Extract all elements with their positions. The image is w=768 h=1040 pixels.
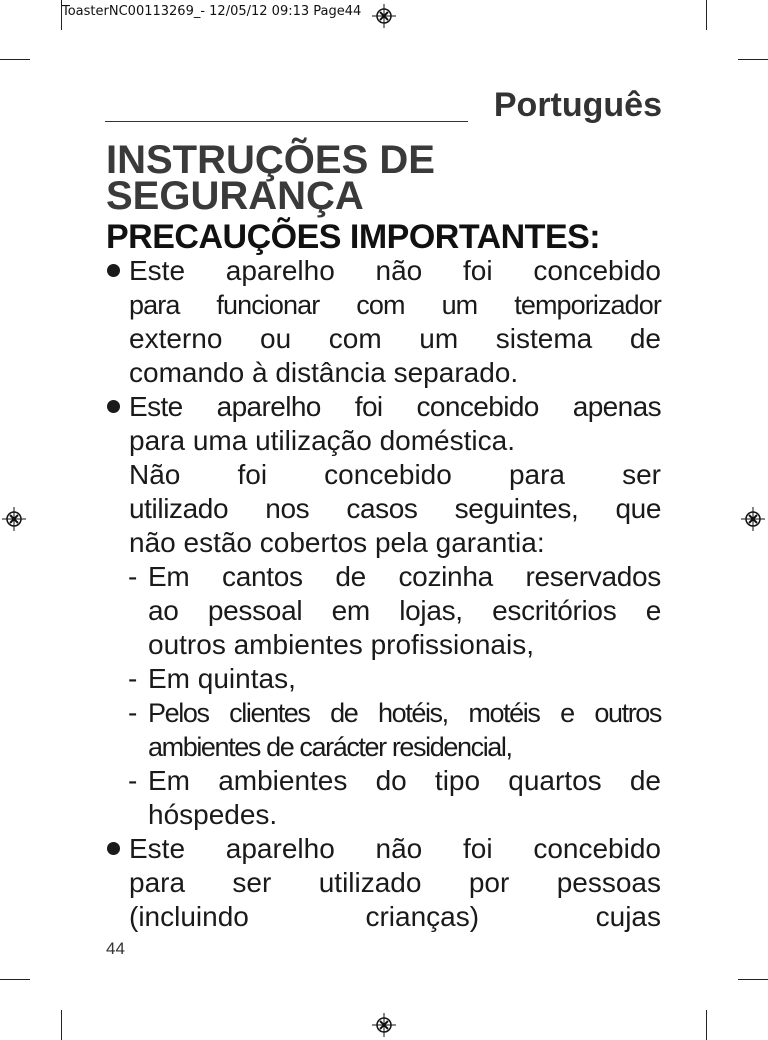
body-line: para funcionar com um temporizador (129, 290, 661, 320)
body-line: hóspedes. (148, 799, 278, 830)
body-line: ambientes de carácter residencial, (148, 732, 512, 762)
crop-mark (706, 1010, 707, 1040)
registration-mark-icon (372, 4, 396, 28)
section-subtitle: PRECAUÇÕES IMPORTANTES: (106, 218, 601, 256)
body-line: (incluindo crianças) cujas (129, 901, 661, 932)
dash-marker: - (128, 663, 138, 694)
body-line: externo ou com um sistema de (129, 323, 661, 354)
bullet-icon (107, 400, 120, 413)
body-line: para uma utilização doméstica. (129, 425, 515, 456)
body-line: Em quintas, (148, 663, 296, 694)
bullet-icon (107, 264, 120, 277)
print-slug: ToasterNC00113269_- 12/05/12 09:13 Page44 (62, 4, 362, 19)
dash-marker: - (128, 765, 138, 796)
registration-mark-icon (2, 507, 26, 531)
body-line: utilizado nos casos seguintes, que (129, 493, 661, 524)
header-rule (105, 121, 468, 122)
dash-marker: - (128, 561, 138, 592)
body-line: Em cantos de cozinha reservados (148, 561, 661, 592)
crop-mark (0, 979, 30, 980)
body-line: ao pessoal em lojas, escritórios e (148, 595, 661, 626)
body-line: não estão cobertos pela garantia: (129, 527, 545, 558)
crop-mark (738, 979, 768, 980)
body-line: comando à distância separado. (129, 357, 519, 388)
body-line: Este aparelho foi concebido apenas (129, 391, 661, 422)
crop-mark (61, 1010, 62, 1040)
body-line: Este aparelho não foi concebido (129, 833, 661, 864)
crop-mark (0, 59, 30, 60)
language-heading: Português (493, 86, 662, 124)
bullet-icon (107, 842, 120, 855)
dash-marker: - (128, 697, 138, 728)
body-line: Pelos clientes de hotéis, motéis e outros (148, 698, 661, 728)
body-line: outros ambientes profissionais, (148, 629, 534, 660)
registration-mark-icon (741, 507, 765, 531)
body-line: para ser utilizado por pessoas (129, 867, 661, 898)
body-line: Este aparelho não foi concebido (129, 255, 661, 286)
registration-mark-icon (372, 1013, 396, 1037)
crop-mark (706, 0, 707, 30)
page-number: 44 (106, 939, 125, 958)
body-line: Em ambientes do tipo quartos de (148, 765, 661, 796)
body-line: Não foi concebido para ser (129, 459, 661, 490)
crop-mark (738, 59, 768, 60)
page-title: INSTRUÇÕES DE SEGURANÇA (106, 138, 435, 218)
